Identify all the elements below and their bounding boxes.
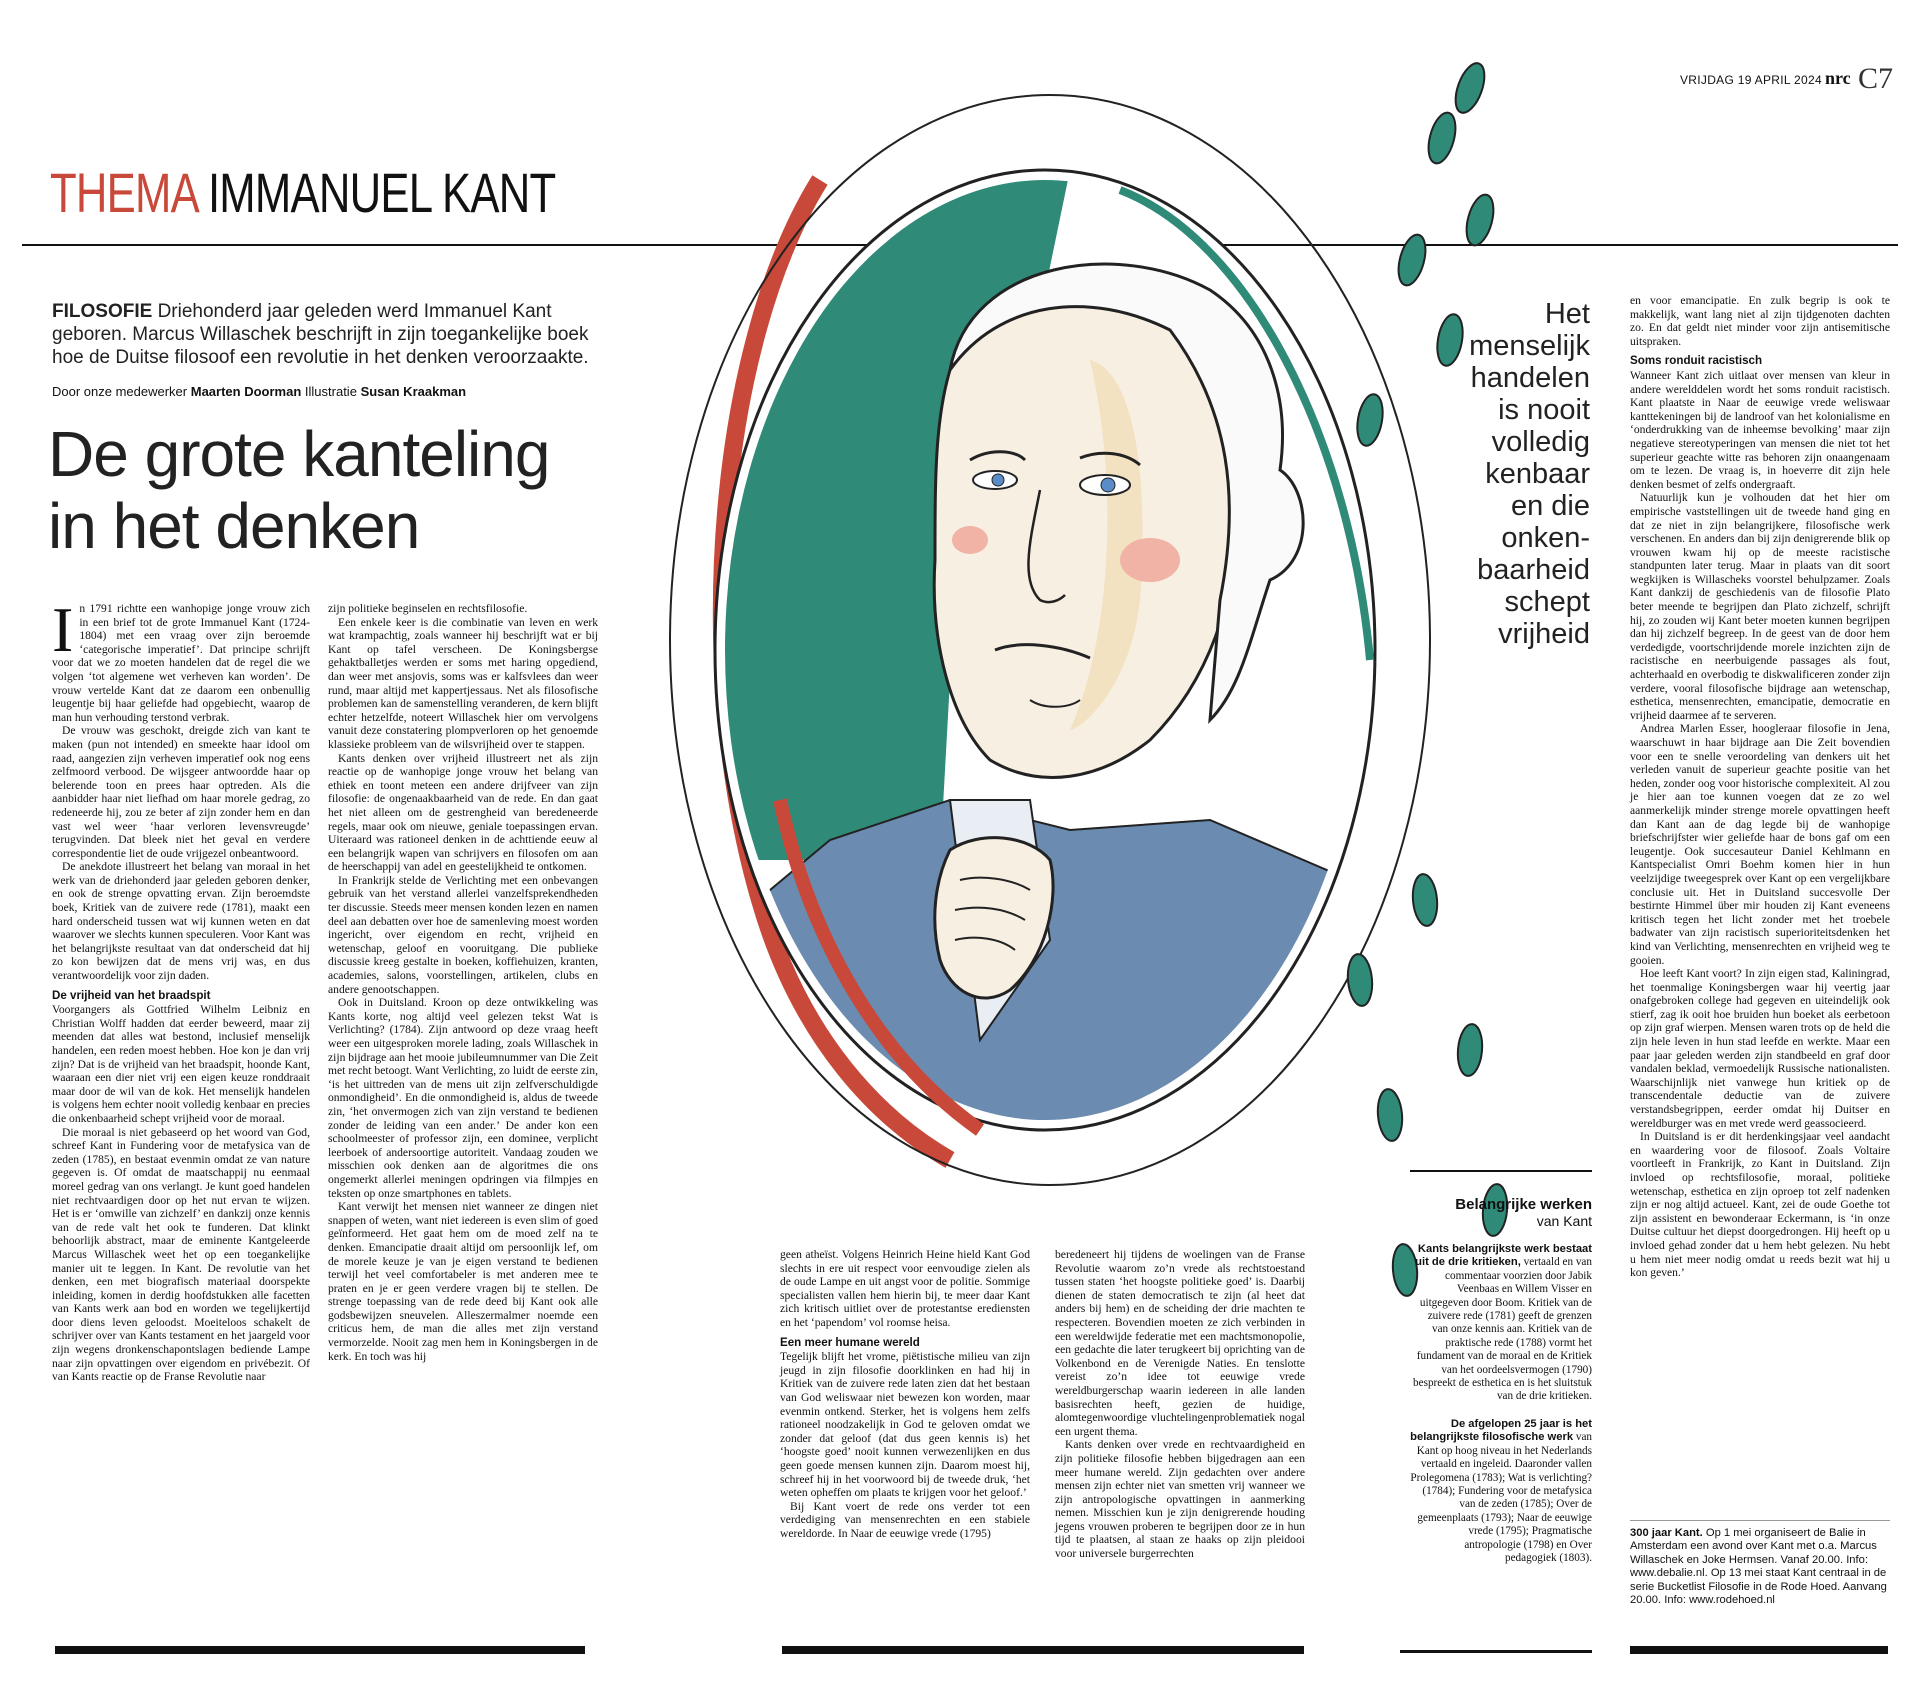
theme-subject: IMMANUEL KANT [207, 161, 556, 224]
footprints-decoration [1330, 40, 1550, 1340]
pull-quote-line: is nooit [1498, 394, 1590, 426]
pull-quote-line: menselijk [1469, 330, 1590, 362]
subheading: Soms ronduit racistisch [1630, 354, 1763, 368]
headline [48, 418, 549, 562]
cheek [1120, 538, 1180, 582]
sidebar-title: Belangrijke werken [1455, 1196, 1592, 1213]
paragraph: Natuurlijk kun je volhouden dat het hier om empirische vaststellingen uit de tweede hand ging en dat ze niet in zijn belangrijkere, filosofische werk verschenen. En anders dan bij zijn denigrerende blik op vrouwen kwam hij op de meeste racistische standpunten later terug. Maar in plaats van dit soort wegkijken is Willascheks voorstel behulpzamer. Zoals Kant dankzij de geschiedenis van de filosofie Plato beter meende te begrijpen dan Plato zichzelf, schrijft hij, zo zouden wij Kant beter moeten kunnen begrijpen dan hij zichzelf begreep. In de geest van de door hem verdedigde, voortschrijdende morele inzichten zijn de racistische en neerbuigende passages als fout, achterhaald en overbodig te diskwalificeren zonder zijn verdere, vooral filosofische bijdrage aan wetenschap, esthetica, mensenrechten, emancipatie, democratie en vrijheid daarmee af te serveren. [1630, 491, 1890, 722]
paragraph: geen atheïst. Volgens Heinrich Heine hield Kant God slechts in ere uit respect voor eenvoudige zielen als de oude Lampe en uit angst voor de politie. Sommige specialisten vallen hem hierin bij, te meer daar Kant zich kritisch uitliet over de protestantse erediensten en het ‘papendom’ vol roomse heisa. [780, 1248, 1030, 1329]
pull-quote-line: kenbaar [1485, 458, 1590, 490]
subheading: De vrijheid van het braadspit [52, 988, 211, 1002]
intro-text: Driehonderd jaar geleden werd Immanuel Kant geboren. Marcus Willaschek beschrijft in zijn toegankelijke boek hoe de Duitse filosoof een revolutie in het denken veroorzaakte. [52, 301, 589, 368]
article-column-5 [1630, 294, 1890, 1280]
bottom-rule-right [1630, 1646, 1888, 1654]
pull-quote-line: baarheid [1477, 554, 1590, 586]
paragraph: De vrouw was geschokt, dreigde zich van kant te maken (pun not intended) en smeekte haar idool om raad, aangezien zijn verheven imperatief ook nog eens zelfmoord verbood. De wijsgeer antwoordde haar op belerende toon en prees haar optreden. Als die aanbidder haar niet liefhad om haar morele gedrag, zo redeneerde hij, zou ze beter af zijn zonder hem en dan vast wel weer ‘haar verloren levensvreugde’ terugvinden. Dat bleek niet het geval en verdere correspondentie liet de oude vrijgezel onbeantwoord. [52, 724, 310, 860]
article-column-1 [52, 594, 310, 1384]
pull-quote-line: schept [1504, 586, 1590, 618]
paragraph: beredeneert hij tijdens de woelingen van de Franse Revolutie waarom zo’n vrede als rechtstoestand tussen staten ‘het hoogste politieke goed’ is. Daarbij dienen de staten democratisch te zijn (al heet dat anders bij hem) en de scheiding der drie machten te respecteren. Bovendien moeten ze zich verbinden in een wereldwijde federatie met een machtsmonopolie, een gedachte die later terugkeert bij oprichting van de Volkenbond en de Verenigde Naties. En tenslotte vereist zo’n idee tot eeuwige vrede wereldburgerschap waarin iedereen in alle landen basisrechten heeft, gezien de huidige, alomtegenwoordige vluchtelingenproblematiek nogal een urgent thema. [1055, 1248, 1305, 1438]
illustrator-name: Susan Kraakman [360, 384, 467, 399]
sidebar-text: van Kant op hoog niveau in het Nederlands vertaald en ingeleid. Daaronder vallen Prolegomena (1783); Wat is verlichting? (1784); Fundering voor de metafysica van de zeden (1785); Over de gemeenplaats (1793); Naar de eeuwige vrede (1795); Pragmatische antropologie (1798) en Over pedagogiek (1803). [1410, 1431, 1592, 1564]
sidebar-subtitle: van Kant [1536, 1213, 1592, 1229]
theme-kicker [50, 160, 555, 225]
issue-date: VRIJDAG 19 APRIL 2024 [1680, 73, 1822, 87]
illustration-prefix: Illustratie [304, 384, 357, 399]
paragraph: en voor emancipatie. En zulk begrip is ook te makkelijk, want lang niet al zijn tijdgenoten dachten zo. En dat geldt niet minder voor zijn antisemitische uitspraken. [1630, 294, 1890, 348]
byline [52, 384, 466, 399]
pull-quote [1430, 298, 1590, 650]
paragraph: Bij Kant voert de rede ons verder tot een verdediging van mensenrechten en een stabiele wereldorde. In Naar de eeuwige vrede (1795) [780, 1499, 1030, 1540]
paragraph: De anekdote illustreert het belang van moraal in het werk van de driehonderd jaar geleden geboren denker, en ook de strenge opvatting ervan. Zijn beroemdste boek, Kritiek van de zuivere rede (1781), maakt een hard onderscheid tussen wat wij kunnen weten en dat waarover we slechts kunnen speculeren. Voor Kant was het belangrijkste resultaat van dat onderscheid dat hij zo kon bewijzen dat de mens vrij was, en dus verantwoordelijk voor zijn daden. [52, 860, 310, 983]
paragraph: Voorgangers als Gottfried Wilhelm Leibniz en Christian Wolff hadden dat eerder beweerd, maar zij meenden dat alles wat bestond, inclusief menselijk handelen, een reden moest hebben. Hoe kon je dan vrij zijn? Dat is de vrijheid van het braadspit, hoonde Kant, waaraan een dier niet vrij een eigen keuze ronddraait maar door de wil van de kok. Het menselijk handelen is volgens hem echter nooit volledig kenbaar en precies die onkenbaarheid schept vrijheid voor de moraal. [52, 1003, 310, 1125]
paragraph: Ook in Duitsland. Kroon op deze ontwikkeling was Kants korte, nog altijd veel gelezen tekst Wat is Verlichting? (1784). Zijn antwoord op deze vraag heeft weer een uitgesproken morele lading, zoals Willaschek in zijn bijdrage aan het mooie jubileumnummer van Die Zeit met recht betoogt. Want Verlichting, zo luidt de eerste zin, ‘is het uittreden van de mens uit zijn zelfverschuldigde onmondigheid’. En die onmondigheid is, aldus de tweede zin, ‘het onvermogen zich van zijn verstand te bedienen zonder de leiding van een ander.’ De ander kon een schoolmeester of professor zijn, een dominee, verplicht leerboek of andersoortige autoriteit. Vandaag zouden we misschien ook denken aan de algoritmes die ons ongemerkt allerlei meningen opdringen via filmpjes en teksten op onze smartphones en tablets. [328, 996, 598, 1200]
paragraph: Wanneer Kant zich uitlaat over mensen van kleur in andere werelddelen wordt het soms ronduit racistisch. Kant plaatste in Naar de eeuwige vrede weliswaar kanttekeningen bij de landroof van het kolonialisme en ‘onderdrukking van de inheemse bevolking’ maar zijn negatieve stereotyperingen van mensen die niet tot het superieur geachte witte ras behoren zijn onaangenaam om te lezen. De vraag is, in hoeverre dit zijn hele denken besmet of zelfs ondergraaft. [1630, 368, 1890, 491]
headline-line-2: in het denken [48, 490, 420, 562]
sidebar-box [1410, 1170, 1592, 1565]
paragraph: Een enkele keer is die combinatie van leven en werk wat krampachtig, zoals wanneer hij beschrijft wat er bij Kant op tafel verscheen. De Koningsbergse gehaktballetjes werden er soms met haring opgediend, dan weer met ansjovis, soms was er kalfsvlees dan weer rund, maar altijd met kappertjessaus. Net als filosofische problemen kan de samenstelling veranderen, de kern blijft echter hetzelfde, noteert Willaschek hier om vervolgens vanuit deze constatering plompverloren op het genoemde klassieke probleem van de wilsvrijheid over te stappen. [328, 615, 598, 751]
paragraph: Kants denken over vrede en rechtvaardigheid en zijn politieke filosofie hebben bijgedragen aan een meer humane wereld. Zijn gedachten over andere mensen zijn echter niet van smetten vrij wanneer we zijn antropologische opvattingen in aanmerking nemen. Misschien kun je zijn denigrerende houding jegens vrouwen proberen te begrijpen door ze in hun tijd te plaatsen, al staan ze haaks op zijn pleidooi voor universele burgerrechten [1055, 1438, 1305, 1561]
bottom-rule-left [55, 1646, 585, 1654]
event-info-box [1630, 1520, 1890, 1607]
paragraph: Tegelijk blijft het vrome, piëtistische milieu van zijn jeugd in zijn filosofie doorklinken en had hij in Kritiek van de zuivere rede laten zien dat het bestaan van God weliswaar niet bewezen kon worden, maar evenmin ontkend. Sterker, het is volgens hem zelfs rationeel noodzakelijk in God te geloven omdat we zonder dat geloof (dat dus geen kennis is) het ‘hoogste goed’ nooit kunnen verwezenlijken en dus geen goede mensen kunnen zijn. Daarom moest hij, schreef hij in het voorwoord bij de tweede druk, ‘het weten opheffen om plaats te krijgen voor het geloof.’ [780, 1350, 1030, 1500]
subheading: Een meer humane wereld [780, 1335, 920, 1349]
intro-label: FILOSOFIE [52, 301, 153, 322]
sidebar-text: vertaald en van commentaar voorzien door Jabik Veenbaas en Willem Visser en uitgegeven door Boom. Kritiek van de zuivere rede (1781) geeft de grenzen van onze kennis aan. Kritiek van de praktische rede (1788) vormt het fundament van de moraal en de Kritiek van het oordeelsvermogen (1790) bespreekt de esthetica en is het sluitstuk van de drie kritieken. [1413, 1256, 1592, 1403]
page-header [1680, 62, 1900, 96]
article-column-2 [328, 602, 598, 1363]
article-column-3 [780, 1248, 1030, 1540]
info-text: Op 1 mei organiseert de Balie in Amsterdam een avond over Kant met o.a. Marcus Willaschek en Joke Hermsen. Vanaf 20.00. Info: www.debalie.nl. Op 13 mei staat Kant centraal in de serie Bucketlist Filosofie in de Rode Hoed. Aanvang 20.00. Info: www.rodehoed.nl [1630, 1527, 1887, 1607]
sidebar-lead: De afgelopen 25 jaar is het belangrijkste filosofische werk [1410, 1417, 1592, 1444]
paragraph: In Duitsland is er dit herdenkingsjaar veel aandacht en waardering voor de filosoof. Zoals Voltaire voortleeft in Frankrijk, zo Kant in Duitsland. Zijn invloed op rechtsfilosofie, moraal, politieke wetenschap, esthetica en zijn oproep tot zelf nadenken zijn er nog altijd actueel. Kant, zei de oude Goethe tot zijn assistent en bewonderaar Eckermann, is ‘in onze Duitse cultuur het diepst doorgedrongen. Hij heeft op u invloed gehad zonder dat u hem hebt gelezen. Nu hebt u hem niet meer nodig omdat u reeds bezit wat hij u kon geven.’ [1630, 1130, 1890, 1280]
bottom-rule-center [782, 1646, 1304, 1654]
theme-label: THEMA [50, 161, 197, 224]
intro-block [52, 300, 612, 369]
paragraph: zijn politieke beginselen en rechtsfilosofie. [328, 602, 528, 615]
paragraph: Hoe leeft Kant voort? In zijn eigen stad, Kaliningrad, het toenmalige Koningsbergen waar hij veertig jaar onafgebroken college had gegeven en uiteindelijk ook stierf, zag ik ooit hoe bruiden hun boeket als eerbetoon op zijn graf wierpen. Mensen waren trots op de held die zijn hele leven in hun stad leefde en werkte. Maar een paar jaar geleden werden zijn standbeeld en graf door vandalen beklad, vermoedelijk Russische nationalisten. Waarschijnlijk niet vanwege hun kritiek op de transcendentale deductie van de zuivere verstandsbegrippen, eerder omdat hij Duitser en wereldburger was en met vrede werd geassocieerd. [1630, 967, 1890, 1130]
paper-logo: nrc [1825, 68, 1851, 88]
pull-quote-line: en die [1510, 490, 1590, 522]
paragraph: Die moraal is niet gebaseerd op het woord van God, schreef Kant in Fundering voor de metafysica van de zeden (1785), en bestaat evenmin omdat ze van nature gegeven is. Of omdat de maatschappij nu eenmaal moreel gedrag van ons verlangt. Je kunt goed handelen niet rechtvaardigen door op het nut ervan te wijzen. Het is er ‘omwille van zichzelf’ en dankzij onze kennis van de rede valt het ook te funderen. Dat klinkt behoorlijk abstract, maar de eminente Kantgeleerde Marcus Willaschek weet het op een toegankelijke manier uit te leggen. In Kant. De revolutie van het denken, een met biografisch materiaal doorspekte inleiding, komen in derdig hoofdstukken alle facetten van Kants werk aan bod en worden we tegelijkertijd door diens leven geloodst. Moeiteloos schakelt de schrijver over van Kants testament en het jaargeld voor zijn wegens dronkenschapontslagen bediende Lampe naar zijn opvattingen over eigendom en privébezit. Of van Kants reactie op de Franse Revolutie naar [52, 1125, 310, 1384]
headline-line-1: De grote kanteling [48, 418, 550, 490]
sidebar-top-rule [1410, 1170, 1592, 1172]
bottom-rule-sidebar [1400, 1650, 1592, 1653]
paragraph: Kants denken over vrijheid illustreert net als zijn reactie op de wanhopige jonge vrouw het belang van ethiek en toont meteen een andere drijfveer van zijn filosofie: de ongenaakbaarheid van de rede. En dan gaat het niet alleen om de gestrengheid van beredeneerde regels, maar ook om nieuwe, geniale toepassingen ervan. Uiteraard was rationeel denken in de achttiende eeuw al een belangrijk wapen van schrijvers en filosofen om aan de heerschappij van adel en geestelijkheid te ontkomen. [328, 751, 598, 874]
byline-prefix: Door onze medewerker [52, 384, 188, 399]
pull-quote-line: handelen [1470, 362, 1590, 394]
pull-quote-line: onken- [1501, 522, 1590, 554]
pull-quote-line: Het [1544, 298, 1590, 330]
sidebar-lead: Kants belangrijkste werk bestaat uit de drie kritieken, [1415, 1243, 1592, 1269]
author-name: Maarten Doorman [190, 384, 302, 399]
paragraph: Kant verwijt het mensen niet wanneer ze dingen niet snappen of weten, want niet iedereen is even slim of goed geïnformeerd. Het gaat hem om de moed zelf na te denken. Emancipatie draait altijd om persoonlijk lef, om de morele keuze je van je eigen verstand te bedienen terwijl het veel comfortabeler is met anderen mee te praten en je er geen verdere vragen bij te stellen. De strenge toepassing van de rede deed bij Kant ook alle godsbewijzen sneuvelen. Alleszermalmer noemde een criticus hem, de man die alles met zijn verstand vermorzelde. Nooit zag men hem in Koningsbergen in de kerk. En toch was hij [328, 1200, 598, 1363]
paragraph: Andrea Marlen Esser, hoogleraar filosofie in Jena, waarschuwt in haar bijdrage aan Die Zeit bovendien voor een te snelle veroordeling van denkers uit het verleden vanuit de superieur geachte positie van het heden, zonder oog voor historische complexiteit. Al zou je hier aan toe kunnen voegen dat ze zo wel aanmerkelijk minder strenge morele opvattingen heeft dan Kant aan de dag legde bij de wanhopige briefschrijfster wier geliefde haar de bons gaf om een leugentje. Ook succesauteur Daniel Kehlmann en Kantspecialist Omri Boehm komen hier in hun veelzijdige tweegesprek over Kant op een vergelijkbare conclusie uit. Het in Duitsland succesvolle Der bestirnte Himmel über mir houden zij Kant eveneens kritisch tegen het licht zonder met het troebele badwater van zijn racistisch superioriteitsdenken het kind van Verlichting, mensenrechten en vrijheid weg te gooien. [1630, 722, 1890, 967]
paragraph: In Frankrijk stelde de Verlichting met een onbevangen gebruik van het verstand allerlei vanzelfsprekendheden ter discussie. Steeds meer mensen konden lezen en namen deel aan debatten over hoe de samenleving moest worden ingericht, over eigendom en recht, vrijheid en wetenschap, geloof en vooruitgang. Die publieke discussie kreeg gestalte in boeken, koffiehuizen, kranten, academies, salons, voorstellingen, artikelen, clubs en andere genootschappen. [328, 873, 598, 996]
page-number: C7 [1858, 62, 1894, 95]
pull-quote-line: vrijheid [1498, 618, 1590, 650]
paragraph: n 1791 richtte een wanhopige jonge vrouw zich in een brief tot de grote Immanuel Kant (1724-1804) met een vraag over zijn beroemde ‘categorische imperatief’. Dat principe schrijft voor dat we zo moeten handelen dat de regel die we volgen ‘tot algemene wet verheven kan worden’. De vrouw vertelde Kant dat ze daarom een onbenullig leugentje bij haar geliefde had opgebiecht, waarop de man hun verhouding terstond verbrak. [52, 602, 310, 724]
drop-cap: I [52, 594, 74, 665]
pull-quote-line: volledig [1491, 426, 1590, 458]
info-lead: 300 jaar Kant. [1630, 1527, 1703, 1539]
article-column-4 [1055, 1248, 1305, 1561]
